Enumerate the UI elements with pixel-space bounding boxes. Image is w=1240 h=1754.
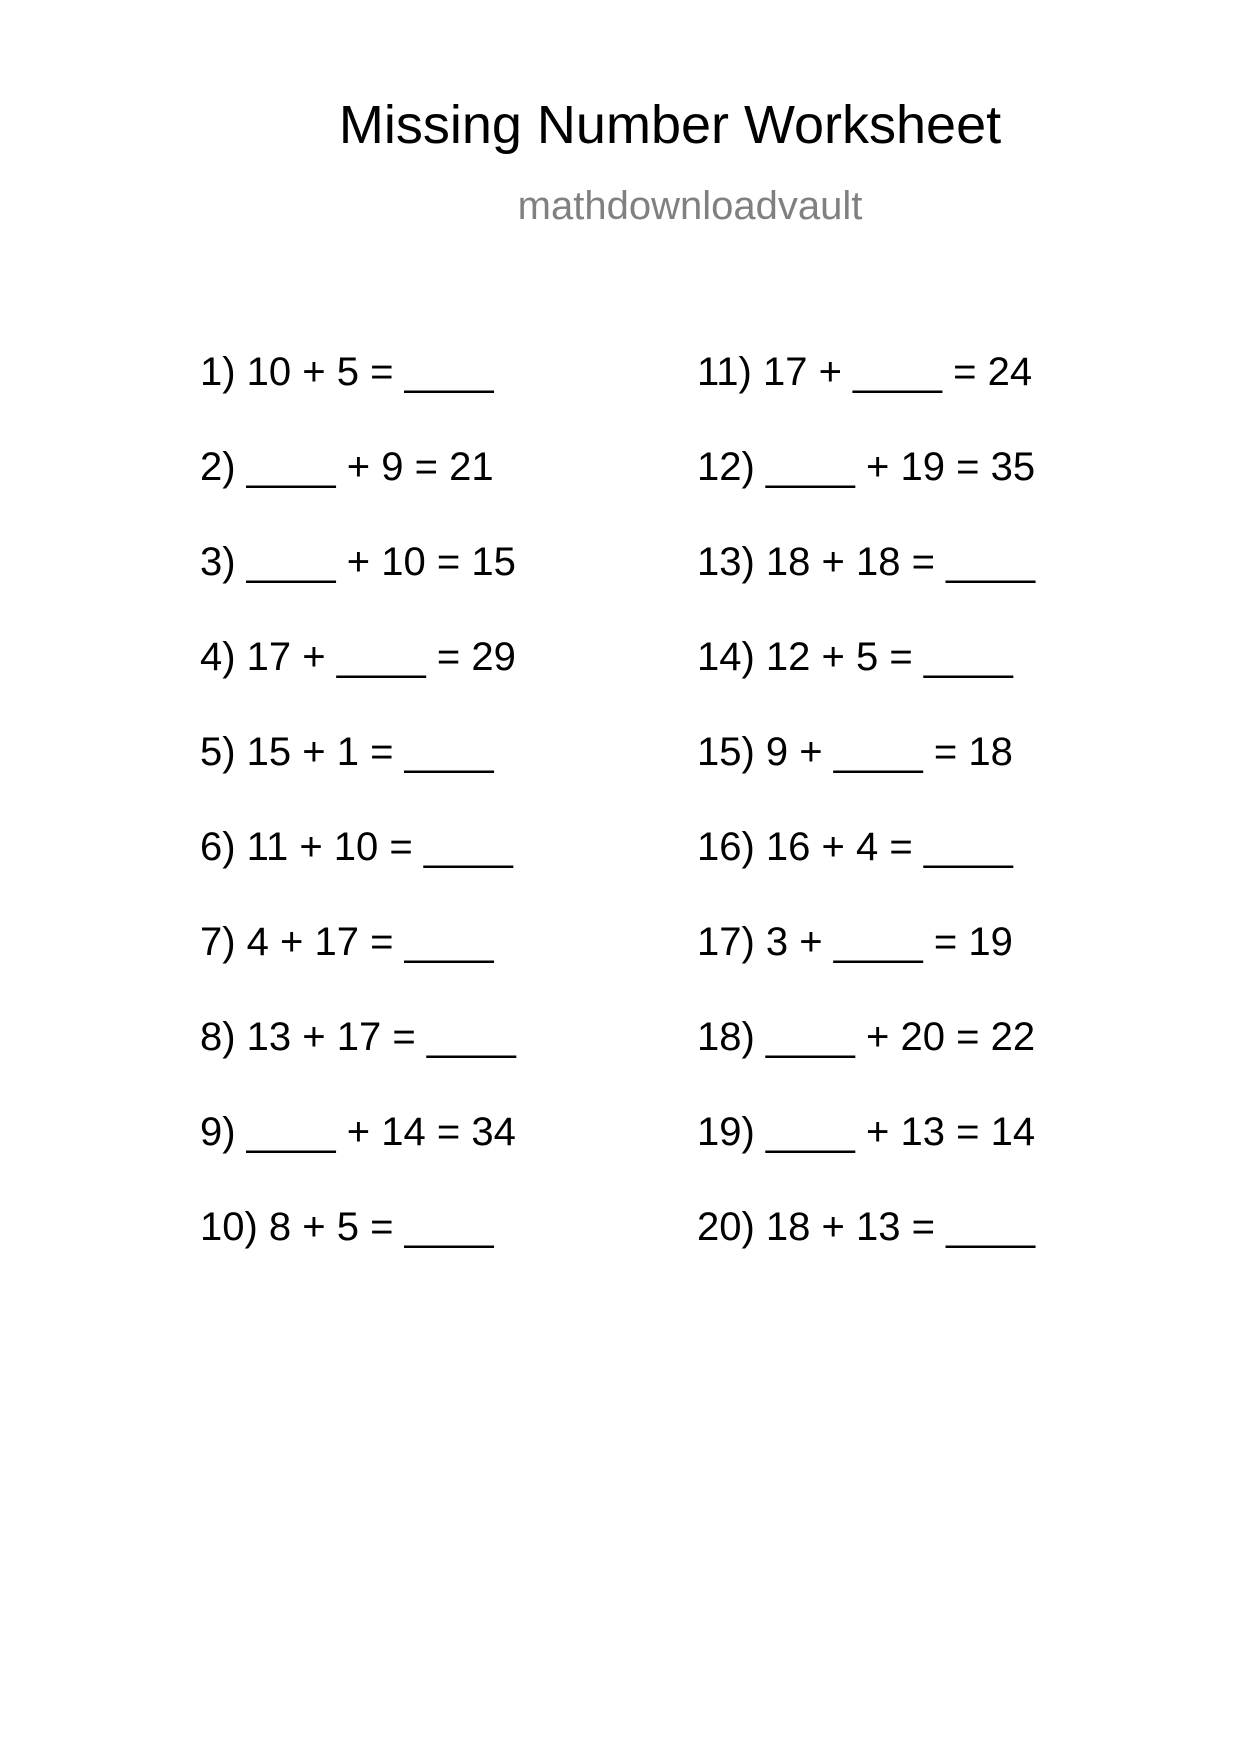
problem-9: 9) ____ + 14 = 34 [200,1110,516,1154]
problems-left-column [200,352,516,1302]
problem-3: 3) ____ + 10 = 15 [200,540,516,584]
problem-16: 16) 16 + 4 = ____ [697,825,1013,869]
problem-2: 2) ____ + 9 = 21 [200,445,494,489]
problem-14: 14) 12 + 5 = ____ [697,635,1013,679]
problem-7: 7) 4 + 17 = ____ [200,920,494,964]
problem-5: 5) 15 + 1 = ____ [200,730,494,774]
problem-13: 13) 18 + 18 = ____ [697,540,1036,584]
problem-6: 6) 11 + 10 = ____ [200,825,513,869]
problem-15: 15) 9 + ____ = 18 [697,730,1013,774]
problem-17: 17) 3 + ____ = 19 [697,920,1013,964]
problem-18: 18) ____ + 20 = 22 [697,1015,1036,1059]
problem-8: 8) 13 + 17 = ____ [200,1015,516,1059]
problem-11: 11) 17 + ____ = 24 [697,350,1033,394]
problem-4: 4) 17 + ____ = 29 [200,635,516,679]
problems-right-column [697,352,1035,1302]
problem-12: 12) ____ + 19 = 35 [697,445,1036,489]
problem-20: 20) 18 + 13 = ____ [697,1205,1036,1249]
page-title: Missing Number Worksheet [338,95,1002,155]
problem-10: 10) 8 + 5 = ____ [200,1205,494,1249]
problem-1: 1) 10 + 5 = ____ [200,350,494,394]
page-subtitle: mathdownloadvault [517,184,863,228]
problem-19: 19) ____ + 13 = 14 [697,1110,1036,1154]
